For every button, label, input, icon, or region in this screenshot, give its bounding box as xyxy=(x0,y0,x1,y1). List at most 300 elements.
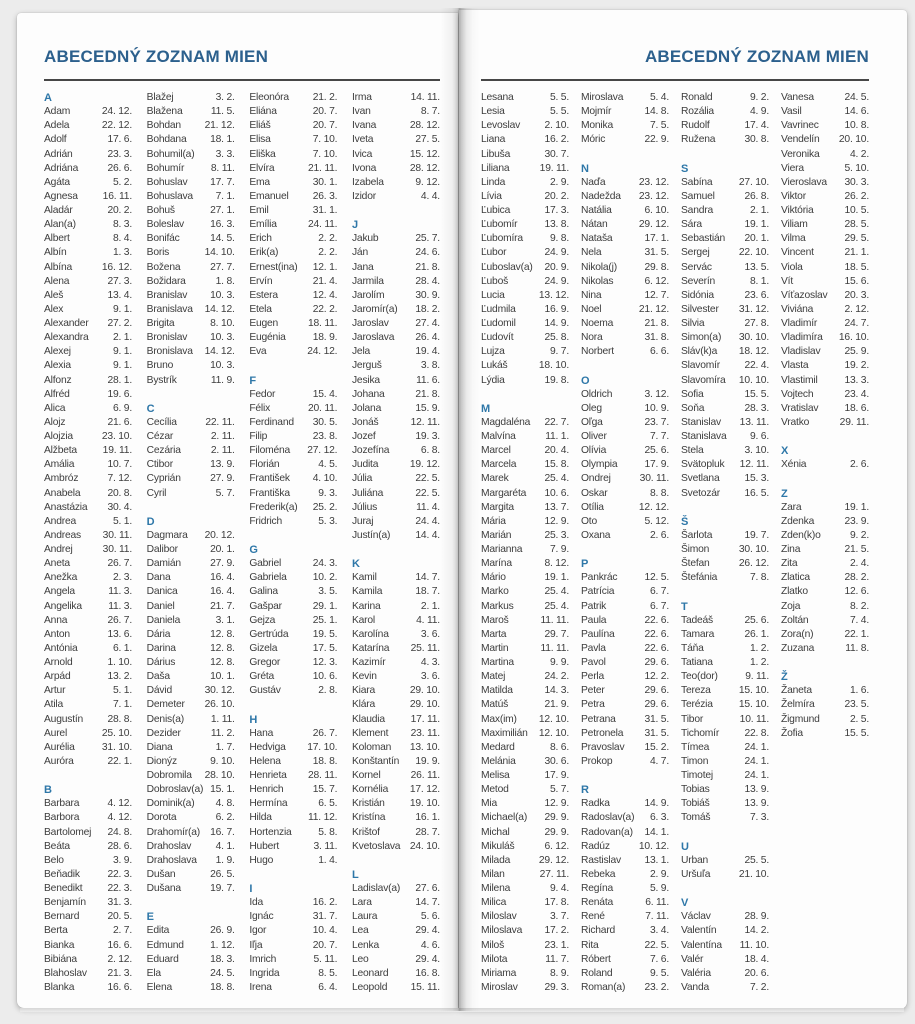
name-day-row xyxy=(352,402,440,416)
name-label: Gréta xyxy=(249,671,275,683)
name-label: Izabela xyxy=(351,176,384,188)
name-label: Aleš xyxy=(44,289,64,301)
name-label: Zuzana xyxy=(781,642,815,654)
name-day-row xyxy=(249,133,337,147)
date-label: 23. 1. xyxy=(544,939,569,951)
name-label: Ernest(ina) xyxy=(249,261,298,273)
name-day-row xyxy=(249,910,337,924)
name-day-row xyxy=(681,727,769,741)
section-letter: L xyxy=(351,868,359,881)
name-day-row xyxy=(581,854,669,868)
name-day-row xyxy=(581,910,669,924)
name-label: Bohdan xyxy=(146,120,181,132)
name-label: Ronald xyxy=(681,92,713,103)
name-label: Dušan xyxy=(146,868,176,880)
name-label: Viola xyxy=(781,261,803,273)
name-label: Vlasta xyxy=(781,360,809,372)
date-label: 19. 11. xyxy=(102,445,132,457)
name-day-row xyxy=(44,388,132,402)
name-day-row xyxy=(581,727,669,741)
left-page xyxy=(17,13,458,1008)
name-label: Božidara xyxy=(146,275,186,287)
date-label: 9. 1. xyxy=(112,360,132,372)
name-label: Edmund xyxy=(146,939,184,951)
date-label: 18. 6. xyxy=(844,402,869,414)
name-day-row xyxy=(44,232,132,246)
name-label: Zdenka xyxy=(781,515,815,527)
date-label: 7. 1. xyxy=(215,190,235,202)
name-day-row xyxy=(781,628,869,642)
date-label: 1. 2. xyxy=(749,642,769,654)
date-label: 21. 8. xyxy=(415,388,440,400)
date-label: 15. 1. xyxy=(210,784,235,796)
name-label: Alojz xyxy=(44,416,66,428)
date-label: 27. 7. xyxy=(210,261,235,273)
date-label: 22. 5. xyxy=(415,473,440,485)
name-day-row xyxy=(681,374,769,388)
date-label: 18. 8. xyxy=(210,981,235,993)
name-day-row xyxy=(44,162,132,176)
name-label: Maximilián xyxy=(481,727,528,739)
date-label: 12. 9. xyxy=(544,798,569,810)
name-label: Noema xyxy=(581,318,614,329)
name-label: Galina xyxy=(249,586,278,598)
name-day-row xyxy=(44,303,132,317)
name-day-row xyxy=(147,275,235,289)
date-label: 2. 9. xyxy=(649,868,669,880)
date-label: 14. 5. xyxy=(210,233,235,245)
name-label: Nikola(j) xyxy=(581,261,617,273)
date-label: 16. 4. xyxy=(210,572,235,584)
name-label: Miloslav xyxy=(481,911,517,923)
blank-row xyxy=(581,148,669,162)
name-day-row xyxy=(481,162,569,176)
date-label: 21. 11. xyxy=(307,162,338,174)
name-label: Alexia xyxy=(44,360,71,372)
date-label: 14. 12. xyxy=(204,303,235,315)
name-day-row xyxy=(781,388,869,402)
name-label: Cecília xyxy=(146,416,177,428)
date-label: 18. 9. xyxy=(312,332,338,344)
name-label: Sára xyxy=(681,219,702,231)
name-label: Pavol xyxy=(581,657,606,668)
date-label: 20. 2. xyxy=(544,190,569,202)
date-label: 9. 2. xyxy=(749,92,769,103)
date-label: 13. 5. xyxy=(744,261,769,273)
name-day-row xyxy=(781,557,869,571)
section-letter-row xyxy=(781,487,869,501)
section-letter-row xyxy=(581,374,669,388)
name-label: Teo(dor) xyxy=(681,671,718,683)
name-label: Pavla xyxy=(581,642,606,654)
date-label: 7. 12. xyxy=(107,473,132,485)
date-label: 14. 7. xyxy=(415,572,440,584)
name-day-row xyxy=(781,684,869,698)
name-day-row xyxy=(352,374,440,388)
date-label: 28. 5. xyxy=(844,219,869,231)
name-label: Margita xyxy=(481,501,514,513)
name-label: Iveta xyxy=(351,134,374,146)
name-day-row xyxy=(147,713,235,727)
name-label: Jaromír(a) xyxy=(351,303,398,315)
name-day-row xyxy=(681,741,769,755)
date-label: 16. 2. xyxy=(544,134,569,146)
name-label: Zara xyxy=(781,501,802,513)
date-label: 13. 12. xyxy=(538,289,569,301)
name-label: Kazimír xyxy=(351,657,386,668)
date-label: 28. 6. xyxy=(107,840,132,852)
date-label: 2. 11. xyxy=(210,431,235,442)
name-label: Blahoslav xyxy=(44,967,87,979)
name-day-row xyxy=(44,755,132,769)
section-letter: I xyxy=(249,883,253,895)
name-label: Radovan(a) xyxy=(581,826,633,838)
date-label: 21. 9. xyxy=(544,699,569,711)
name-day-row xyxy=(581,133,669,147)
name-day-row xyxy=(44,628,132,642)
name-label: Florián xyxy=(249,459,280,471)
date-label: 3. 7. xyxy=(549,911,569,923)
name-day-row xyxy=(781,345,869,359)
date-label: 19. 10. xyxy=(409,798,440,810)
date-label: 3. 3. xyxy=(215,148,235,160)
name-day-row xyxy=(249,458,337,472)
name-label: Radka xyxy=(581,798,610,810)
name-label: Zora(n) xyxy=(781,628,814,640)
name-day-row xyxy=(352,105,440,119)
name-day-row xyxy=(481,472,569,486)
name-label: Jozefína xyxy=(351,445,390,457)
blank-row xyxy=(352,543,440,557)
name-label: Anežka xyxy=(44,572,78,584)
name-day-row xyxy=(481,345,569,359)
name-day-row xyxy=(147,981,235,995)
date-label: 30. 10. xyxy=(738,544,769,555)
name-label: Vendelín xyxy=(781,134,820,146)
date-label: 19. 7. xyxy=(744,529,769,541)
name-day-row xyxy=(581,882,669,896)
name-day-row xyxy=(481,133,569,147)
date-label: 15. 5. xyxy=(844,727,869,739)
name-label: Ingrida xyxy=(249,967,280,979)
name-label: Dobroslav(a) xyxy=(146,784,204,796)
date-label: 28. 1. xyxy=(107,374,132,386)
name-label: Lujza xyxy=(481,346,505,358)
name-label: Bonifác xyxy=(146,233,180,245)
name-day-row xyxy=(44,811,132,825)
date-label: 28. 12. xyxy=(409,120,440,132)
name-day-row xyxy=(681,388,769,402)
date-label: 1. 12. xyxy=(210,939,235,951)
name-day-row xyxy=(147,628,235,642)
date-label: 10. 9. xyxy=(644,402,669,414)
name-day-row xyxy=(147,430,235,444)
section-letter-row xyxy=(681,896,769,910)
name-label: Jaroslav xyxy=(351,318,389,329)
name-label: Martina xyxy=(481,657,514,668)
name-label: Peter xyxy=(581,685,605,697)
date-label: 12. 1. xyxy=(312,261,338,273)
name-label: Marianna xyxy=(481,544,523,555)
name-day-row xyxy=(681,359,769,373)
date-label: 23. 10. xyxy=(101,431,132,442)
section-letter-row xyxy=(352,218,440,232)
date-label: 20. 5. xyxy=(107,911,132,923)
section-letter-row xyxy=(44,91,132,105)
name-label: Michael(a) xyxy=(481,812,528,824)
name-label: Alica xyxy=(44,402,66,414)
name-label: Norbert xyxy=(581,346,614,358)
blank-row xyxy=(249,529,337,543)
name-day-row xyxy=(681,458,769,472)
date-label: 18. 8. xyxy=(312,755,338,767)
date-label: 29. 1. xyxy=(312,600,338,612)
name-label: Beňadik xyxy=(44,868,80,880)
name-day-row xyxy=(249,218,337,232)
name-day-row xyxy=(147,769,235,783)
name-day-row xyxy=(681,755,769,769)
name-label: Aneta xyxy=(44,558,70,570)
blank-row xyxy=(681,826,769,840)
name-label: Lukáš xyxy=(481,360,508,372)
name-label: Marcel xyxy=(481,445,511,457)
date-label: 17. 9. xyxy=(644,459,669,471)
date-label: 4. 12. xyxy=(107,812,132,824)
section-letter: G xyxy=(249,544,258,556)
name-label: Matej xyxy=(481,671,506,683)
name-day-row xyxy=(781,713,869,727)
name-day-row xyxy=(481,684,569,698)
name-label: Edita xyxy=(146,925,170,937)
name-label: Jakub xyxy=(351,233,379,245)
name-day-row xyxy=(147,218,235,232)
date-label: 16. 9. xyxy=(544,303,569,315)
name-day-row xyxy=(581,670,669,684)
date-label: 6. 6. xyxy=(649,346,669,358)
date-label: 5. 2. xyxy=(112,176,132,188)
name-label: Antónia xyxy=(44,642,78,654)
name-label: Lívia xyxy=(481,190,502,202)
name-label: Nadežda xyxy=(581,190,621,202)
name-label: Gizela xyxy=(249,642,278,654)
date-label: 20. 3. xyxy=(844,289,869,301)
date-label: 8. 6. xyxy=(549,741,569,753)
date-label: 20. 8. xyxy=(107,487,132,499)
name-label: Koloman xyxy=(351,741,392,753)
date-label: 26. 2. xyxy=(844,190,869,202)
date-label: 28. 9. xyxy=(744,911,769,923)
name-label: Dagmara xyxy=(146,529,188,541)
name-label: Anastázia xyxy=(44,501,88,513)
name-label: Stanislava xyxy=(681,431,727,442)
name-label: Svetozár xyxy=(681,487,721,499)
blank-row xyxy=(581,769,669,783)
date-label: 9. 5. xyxy=(649,967,669,979)
name-label: Jarmila xyxy=(351,275,384,287)
name-day-row xyxy=(44,797,132,811)
name-column xyxy=(44,91,132,995)
date-label: 7. 2. xyxy=(749,981,769,993)
date-label: 6. 7. xyxy=(649,600,669,612)
date-label: 7. 5. xyxy=(649,120,669,132)
name-day-row xyxy=(581,331,669,345)
section-letter: B xyxy=(44,784,52,797)
name-day-row xyxy=(581,190,669,204)
name-label: Václav xyxy=(681,911,711,923)
name-day-row xyxy=(44,741,132,755)
date-label: 19. 9. xyxy=(415,755,440,767)
date-label: 20. 7. xyxy=(312,120,338,132)
name-day-row xyxy=(581,416,669,430)
name-day-row xyxy=(352,910,440,924)
name-label: Eva xyxy=(249,346,267,358)
date-label: 20. 7. xyxy=(312,939,338,951)
name-day-row xyxy=(249,769,337,783)
date-label: 17. 1. xyxy=(644,233,669,245)
name-label: Július xyxy=(351,501,378,513)
name-label: Jaroslava xyxy=(351,332,395,344)
name-day-row xyxy=(481,444,569,458)
name-day-row xyxy=(249,628,337,642)
name-day-row xyxy=(352,133,440,147)
name-label: Petra xyxy=(581,699,605,711)
date-label: 8. 10. xyxy=(210,318,235,329)
name-label: Jerguš xyxy=(351,360,382,372)
date-label: 21. 4. xyxy=(312,275,338,287)
name-label: Iľja xyxy=(249,939,263,951)
date-label: 25. 11. xyxy=(410,642,440,654)
name-label: Pravoslav xyxy=(581,741,625,753)
date-label: 7. 6. xyxy=(649,953,669,965)
date-label: 29. 6. xyxy=(644,685,669,697)
name-day-row xyxy=(581,585,669,599)
name-label: Ervín xyxy=(249,275,273,287)
name-day-row xyxy=(249,430,337,444)
date-label: 3. 2. xyxy=(215,92,235,103)
date-label: 2. 9. xyxy=(549,176,569,188)
name-label: Erik(a) xyxy=(249,247,279,259)
blank-row xyxy=(352,204,440,218)
name-day-row xyxy=(44,133,132,147)
name-day-row xyxy=(147,359,235,373)
name-label: Markus xyxy=(481,600,514,612)
name-day-row xyxy=(481,190,569,204)
name-label: Ružena xyxy=(681,134,716,146)
name-label: Želmíra xyxy=(781,699,815,711)
date-label: 21. 8. xyxy=(644,318,669,329)
name-label: Šimon xyxy=(681,544,710,555)
name-day-row xyxy=(352,642,440,656)
name-day-row xyxy=(681,981,769,995)
name-day-row xyxy=(681,670,769,684)
name-day-row xyxy=(481,628,569,642)
name-label: Belo xyxy=(44,854,64,866)
name-label: Soňa xyxy=(681,402,705,414)
date-label: 4. 1. xyxy=(215,840,235,852)
name-label: Damián xyxy=(146,558,181,570)
date-label: 26. 9. xyxy=(210,925,235,937)
name-label: Liliana xyxy=(481,162,510,174)
page-title: ABECEDNÝ ZOZNAM MIEN xyxy=(44,47,269,66)
name-day-row xyxy=(249,981,337,995)
name-label: Sabína xyxy=(681,176,713,188)
name-day-row xyxy=(581,656,669,670)
date-label: 9. 8. xyxy=(549,233,569,245)
name-label: Daša xyxy=(146,671,170,683)
date-label: 30. 11. xyxy=(102,529,132,541)
date-label: 12. 2. xyxy=(644,671,669,683)
name-day-row xyxy=(147,571,235,585)
date-label: 5. 10. xyxy=(844,162,869,174)
name-label: Milena xyxy=(481,883,511,894)
name-label: Štefan xyxy=(681,558,710,570)
name-label: František xyxy=(249,473,290,485)
name-label: Sidónia xyxy=(681,289,714,301)
name-day-row xyxy=(781,133,869,147)
name-day-row xyxy=(147,783,235,797)
name-label: Vavrinec xyxy=(781,120,819,132)
date-label: 25. 5. xyxy=(744,854,769,866)
section-letter: E xyxy=(146,911,154,924)
name-day-row xyxy=(352,289,440,303)
date-label: 26. 7. xyxy=(107,558,132,570)
name-label: Žigmund xyxy=(781,713,820,725)
name-day-row xyxy=(147,670,235,684)
name-label: Ivona xyxy=(351,162,377,174)
date-label: 12. 8. xyxy=(210,657,235,668)
date-label: 5. 11. xyxy=(313,953,338,965)
name-label: Štefánia xyxy=(681,572,718,584)
name-label: Estera xyxy=(249,289,278,301)
name-column xyxy=(781,91,869,995)
name-day-row xyxy=(681,232,769,246)
name-label: Valér xyxy=(681,953,704,965)
date-label: 3. 12. xyxy=(644,388,669,400)
date-label: 20. 6. xyxy=(744,967,769,979)
date-label: 10. 8. xyxy=(844,120,869,132)
date-label: 8. 2. xyxy=(849,600,869,612)
name-day-row xyxy=(352,529,440,543)
name-day-row xyxy=(249,275,337,289)
name-label: Andreas xyxy=(44,529,81,541)
name-label: Petronela xyxy=(581,727,624,739)
name-label: Oldrich xyxy=(581,388,613,400)
section-letter-row xyxy=(249,374,337,388)
date-label: 1. 8. xyxy=(215,275,235,287)
date-label: 14. 8. xyxy=(644,106,669,118)
name-day-row xyxy=(681,133,769,147)
section-letter-row xyxy=(581,783,669,797)
name-label: Melánia xyxy=(481,755,516,767)
date-label: 13. 6. xyxy=(107,628,132,640)
name-label: Gašpar xyxy=(249,600,282,612)
name-day-row xyxy=(481,840,569,854)
name-day-row xyxy=(481,656,569,670)
name-label: Hilda xyxy=(249,812,272,824)
name-label: Adam xyxy=(44,106,71,118)
name-label: Vanda xyxy=(681,981,710,993)
name-label: Kamil xyxy=(351,572,377,584)
date-label: 14. 3. xyxy=(544,685,569,697)
name-column xyxy=(581,91,669,995)
date-label: 5. 1. xyxy=(112,685,132,697)
name-label: Eleonóra xyxy=(249,92,289,103)
name-day-row xyxy=(581,345,669,359)
section-letter: P xyxy=(581,558,589,571)
date-label: 16. 8. xyxy=(415,967,440,979)
date-label: 1. 6. xyxy=(849,685,869,697)
date-label: 13. 10. xyxy=(409,741,440,753)
